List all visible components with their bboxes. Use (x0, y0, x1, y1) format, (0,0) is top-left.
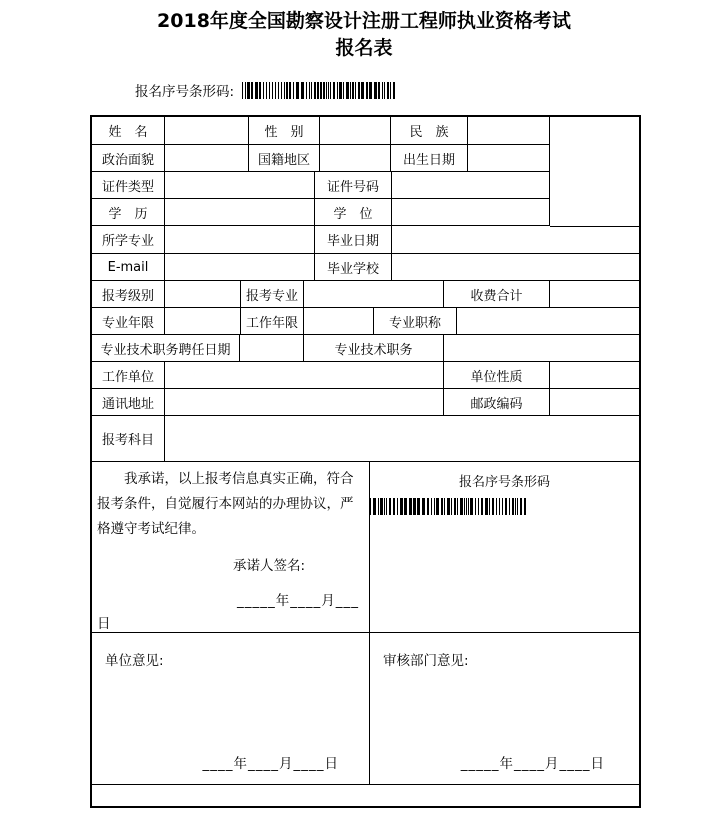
form-row (92, 389, 639, 416)
gender-value-cell (320, 117, 391, 145)
top-barcode (242, 82, 397, 99)
unit-opinion-label: 单位意见: (105, 653, 164, 669)
page-title-block (0, 8, 728, 62)
gender-label: 性 别 (249, 117, 320, 145)
registration-table (90, 115, 641, 808)
postal-code-value-cell (550, 389, 639, 416)
id-number-value-cell (392, 172, 550, 199)
id-number-label: 证件号码 (315, 172, 392, 199)
graduation-date-label: 毕业日期 (315, 226, 392, 254)
birth-date-label: 出生日期 (391, 145, 468, 172)
top-barcode-label: 报名序号条形码: (135, 84, 235, 100)
review-opinion-label: 审核部门意见: (383, 653, 469, 669)
pledge-row (92, 462, 639, 633)
mailing-address-label: 通讯地址 (92, 389, 165, 416)
professional-years-value-cell (165, 308, 241, 335)
degree-value-cell (392, 199, 550, 226)
work-unit-label: 工作单位 (92, 362, 165, 389)
id-type-value-cell (165, 172, 315, 199)
unit-nature-value-cell (550, 362, 639, 389)
pledge-text: 我承诺，以上报考信息真实正确，符合报考条件，自觉履行本网站的办理协议，严格遵守考试纪律。 (97, 471, 354, 537)
name-label: 姓 名 (92, 117, 165, 145)
exam-major-value-cell (304, 281, 444, 308)
professional-title-value-cell (457, 308, 639, 335)
education-label: 学 历 (92, 199, 165, 226)
review-opinion-date: _____年____月____日 (460, 756, 605, 772)
degree-label: 学 位 (315, 199, 392, 226)
form-row (92, 226, 639, 254)
bottom-empty-cell (92, 785, 639, 806)
graduation-school-label: 毕业学校 (315, 254, 392, 281)
unit-opinion-date: ____年____月____日 (202, 756, 339, 772)
mailing-address-value-cell (165, 389, 444, 416)
page-title: 2018年度全国勘察设计注册工程师执业资格考试 (157, 10, 571, 32)
opinions-row (92, 633, 639, 785)
ethnicity-value-cell (468, 117, 550, 145)
bottom-empty-row (92, 785, 639, 806)
graduation-date-value-cell (392, 226, 639, 254)
form-row (92, 281, 639, 308)
professional-years-label: 专业年限 (92, 308, 165, 335)
working-years-value-cell (304, 308, 374, 335)
appointment-date-value-cell (240, 335, 304, 362)
nationality-region-label: 国籍地区 (249, 145, 320, 172)
top-barcode-line (135, 80, 728, 100)
total-fee-label: 收费合计 (444, 281, 550, 308)
professional-title-label: 专业职称 (374, 308, 457, 335)
major-studied-value-cell (165, 226, 315, 254)
ethnicity-label: 民 族 (391, 117, 468, 145)
form-row (92, 362, 639, 389)
education-value-cell (165, 199, 315, 226)
pledge-date-line: _____年____月___ (237, 593, 359, 609)
page-subtitle: 报名表 (335, 37, 393, 59)
exam-level-label: 报考级别 (92, 281, 165, 308)
birth-date-value-cell (468, 145, 550, 172)
barcode-box-label: 报名序号条形码 (458, 475, 550, 490)
work-unit-value-cell (165, 362, 444, 389)
exam-major-label: 报考专业 (241, 281, 304, 308)
exam-subjects-value-cell (165, 416, 639, 462)
barcode-box-cell (370, 462, 639, 633)
id-type-label: 证件类型 (92, 172, 165, 199)
photo-cell (550, 117, 639, 227)
political-status-label: 政治面貌 (92, 145, 165, 172)
technical-position-value-cell (444, 335, 639, 362)
form-row (92, 416, 639, 462)
nationality-region-value-cell (320, 145, 391, 172)
form-row (92, 254, 639, 281)
email-value-cell (165, 254, 315, 281)
pledge-sign-label: 承诺人签名: (233, 558, 306, 574)
graduation-school-value-cell (392, 254, 639, 281)
working-years-label: 工作年限 (241, 308, 304, 335)
political-status-value-cell (165, 145, 249, 172)
form-row (92, 335, 639, 362)
review-opinion-cell (370, 633, 639, 785)
pledge-date-day: 日 (97, 616, 111, 632)
email-label: E-mail (92, 254, 165, 281)
total-fee-value-cell (550, 281, 639, 308)
registration-barcode (370, 498, 639, 515)
technical-position-label: 专业技术职务 (304, 335, 444, 362)
postal-code-label: 邮政编码 (444, 389, 550, 416)
major-studied-label: 所学专业 (92, 226, 165, 254)
unit-nature-label: 单位性质 (444, 362, 550, 389)
unit-opinion-cell (92, 633, 370, 785)
exam-subjects-label: 报考科目 (92, 416, 165, 462)
name-value-cell (165, 117, 249, 145)
appointment-date-label: 专业技术职务聘任日期 (92, 335, 240, 362)
form-row (92, 308, 639, 335)
pledge-cell (92, 462, 370, 633)
exam-level-value-cell (165, 281, 241, 308)
